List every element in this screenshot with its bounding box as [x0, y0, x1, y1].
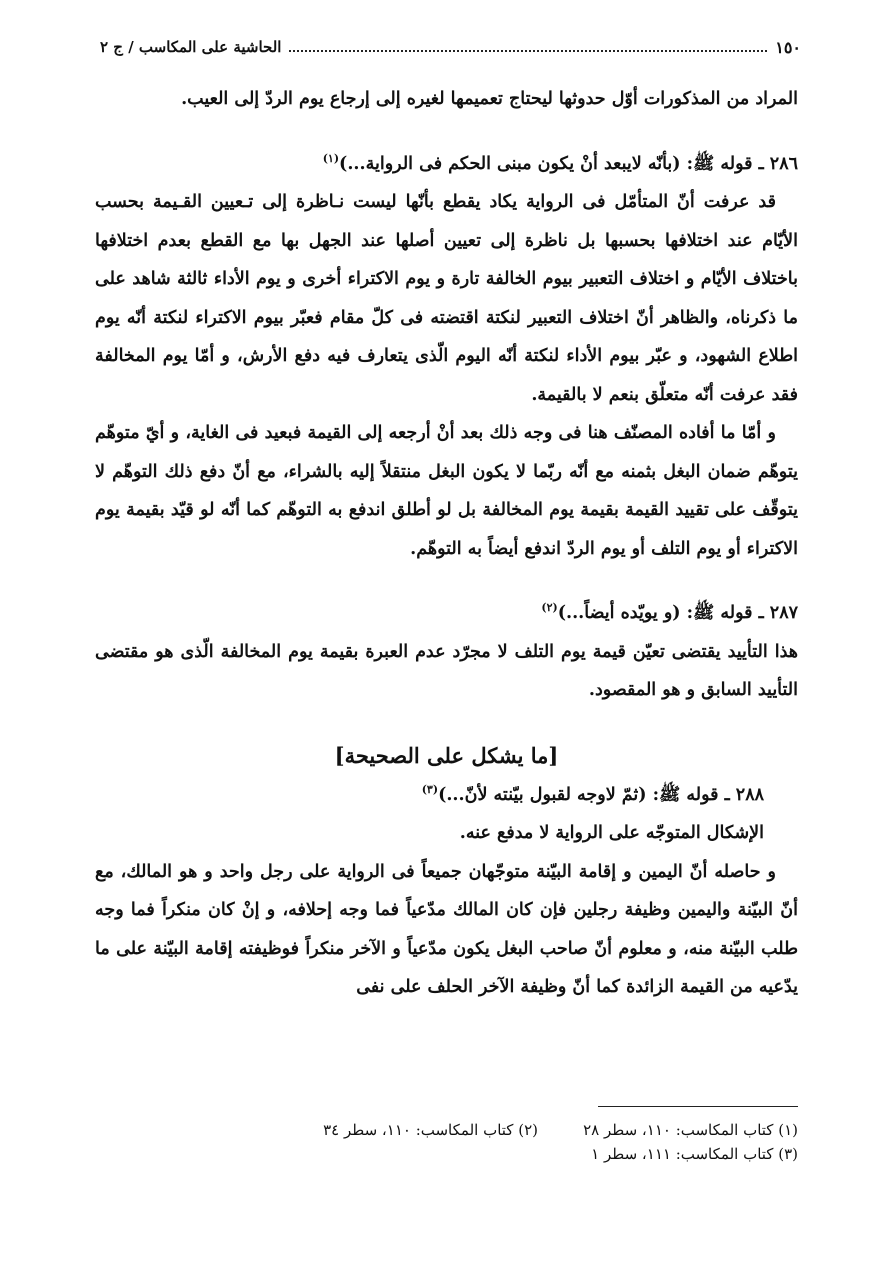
footnote-ref-1: (١) [322, 151, 340, 165]
footnote-1: (١) كتاب المكاسب: ١١٠، سطر ٢٨ [583, 1121, 798, 1139]
footnote-row [180, 1142, 798, 1166]
spacer [95, 568, 798, 594]
footnotes [180, 1118, 798, 1166]
entry-288-paragraph-1: الإشكال المتوجّه على الرواية لا مدفع عنه. [459, 823, 764, 843]
footnote-separator [598, 1106, 798, 1107]
entry-286-title [95, 145, 798, 184]
section-heading: [ما يشكل على الصحيحة] [334, 742, 559, 768]
opening-paragraph: المراد من المذكورات أوّل حدوثها ليحتاج تعميمها لغيره إلى إرجاع يوم الردّ إلى العيب. [181, 89, 798, 109]
page-number: ١٥٠ [775, 37, 801, 57]
footnote-3: (٣) كتاب المكاسب: ١١١، سطر ١ [591, 1145, 798, 1163]
entry-286-paragraph-2: و أمّا ما أفاده المصنّف هنا فى وجه ذلك بعد أنْ أرجعه إلى القيمة فبعيد فى الغاية، و أيّ متوهّم يتوهّم ضمان البغل بثمنه مع أنّه ربّما لا يكون البغل منتقلاً إليه بالشراء، مع أنّ دفع ذلك التوهّم لا يتوقّف على تقييد القيمة بقيمة يوم المخالفة بل لو أطلق اندفع به التوهّم كما أنّه لو قيّد بقيمة يوم الاكتراء أو يوم التلف أو يوم الردّ اندفع أيضاً به التوهّم. [95, 423, 798, 559]
header-dot-leader [289, 42, 767, 52]
spacer [95, 710, 798, 736]
footnote-2: (٢) كتاب المكاسب: ١١٠، سطر ٣٤ [323, 1121, 538, 1139]
entry-288-title-text: ٢٨٨ ـ قوله ﷺ: (ثمّ لاوجه لقبول بيّنته لأنّ...) [438, 784, 764, 805]
entry-286-title-text: ٢٨٦ ـ قوله ﷺ: (بأنّه لايبعد أنْ يكون مبنى الحكم فى الرواية...) [339, 153, 798, 174]
entry-288-paragraph-2: و حاصله أنّ اليمين و إقامة البيّنة متوجّهان جميعاً فى الرواية على رجل واحد و هو المالك، مع أنّ البيّنة واليمين وظيفة رجلين فإن كان المالك مدّعياً فما وجه إحلافه، و إنْ كان منكراً فما وجه طلب البيّنة منه، و معلوم أنّ صاحب البغل يكون مدّعياً و الآخر منكراً فوظيفته إقامة البيّنة على ما يدّعيه من القيمة الزائدة كما أنّ وظيفة الآخر الحلف على نفى [95, 861, 798, 997]
page-body [95, 80, 798, 1007]
page-header [100, 30, 801, 64]
entry-288-title [95, 776, 798, 815]
spacer [95, 119, 798, 145]
footnote-ref-2: (٢) [541, 601, 558, 615]
footnote-ref-3: (٣) [421, 782, 439, 796]
footnote-row [180, 1118, 798, 1142]
entry-287-paragraph-1: هذا التأييد يقتضى تعيّن قيمة يوم التلف لا مجرّد عدم العبرة بقيمة يوم المخالفة الّذى هو مقتضى التأييد السابق و هو المقصود. [95, 641, 798, 700]
entry-286-paragraph-1: قد عرفت أنّ المتأمّل فى الرواية يكاد يقطع بأنّها ليست نـاظرة إلى تـعيين القـيمة بحسب الأيّام عند اختلافها بحسبها بل ناظرة إلى تعيين أصلها عند الجهل بها مع القطع بعدم اختلافها باختلاف الأيّام و اختلاف التعبير بيوم الخالفة تارة و يوم الاكتراء أخرى و يوم الأداء ثالثة شاهد على ما ذكرناه، والظاهر أنّ اختلاف التعبير لنكتة اقتضته فى كلّ مقام فعبّر بيوم الاكتراء لنكتة أنّه يوم اطلاع الشهود، و عبّر بيوم الأداء لنكتة أنّه اليوم الّذى يتعارف فيه دفع الأرش، و أمّا يوم المخالفة فقد عرفت أنّه متعلّق بنعم لا بالقيمة. [95, 192, 798, 405]
running-title: الحاشية على المكاسب / ج ٢ [100, 38, 282, 56]
entry-287-title [95, 594, 798, 633]
entry-287-title-text: ٢٨٧ ـ قوله ﷺ: (و يويّده أيضاً...) [557, 603, 798, 623]
